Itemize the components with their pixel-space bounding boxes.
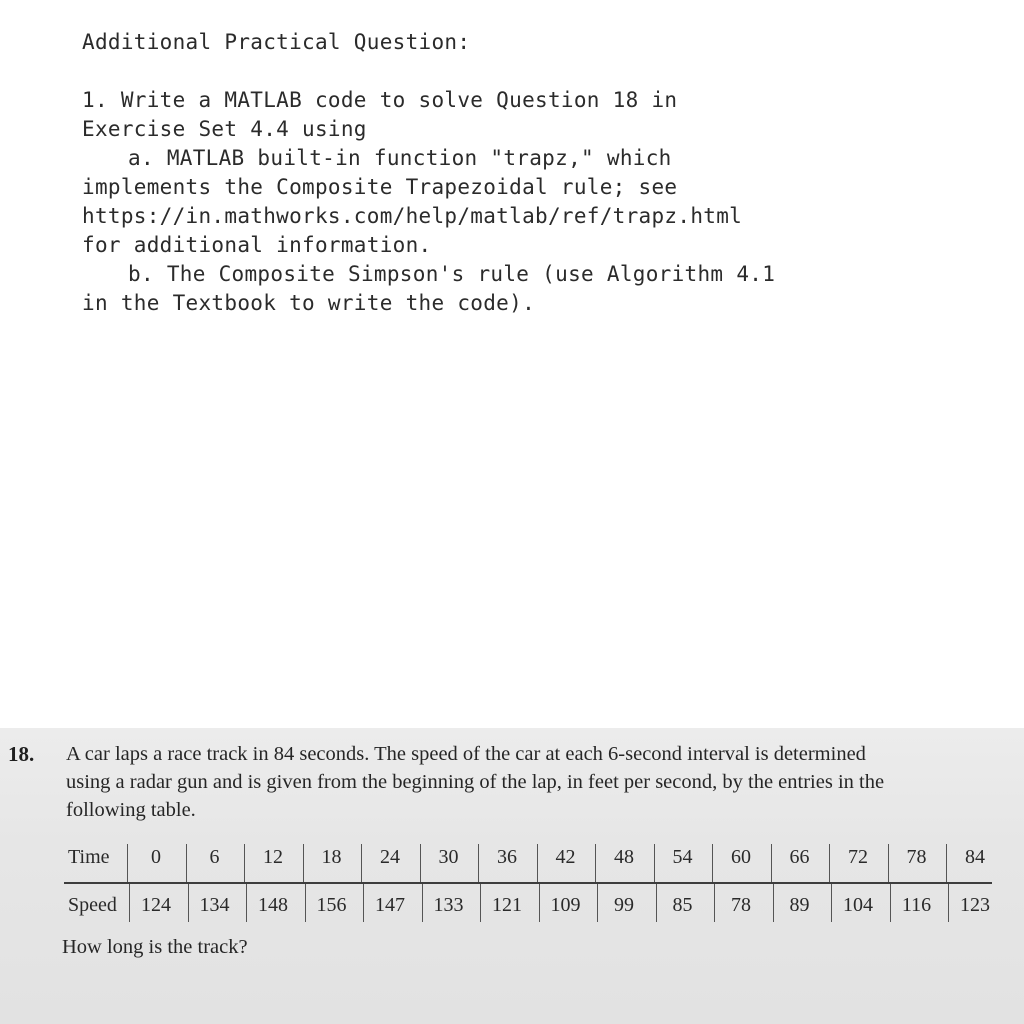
typed-heading: Additional Practical Question:: [82, 30, 471, 54]
table-column-separator: [595, 844, 596, 882]
question-text-line: A car laps a race track in 84 seconds. The speed of the car at each 6-second interval is determined: [66, 743, 866, 765]
time-cell: 66: [789, 846, 810, 868]
table-column-separator: [539, 884, 540, 922]
typed-line: implements the Composite Trapezoidal rule; see: [82, 175, 678, 199]
time-cell: 24: [380, 846, 400, 868]
typed-line: for additional information.: [82, 233, 432, 257]
table-column-separator: [773, 884, 774, 922]
question-text-line: using a radar gun and is given from the beginning of the lap, in feet per second, by the entries in the: [66, 771, 885, 793]
table-column-separator: [420, 844, 421, 882]
speed-cell: 99: [614, 894, 634, 916]
table-column-separator: [712, 844, 713, 882]
table-column-separator: [888, 844, 889, 882]
question-text-line: following table.: [66, 799, 196, 821]
time-cell: 12: [263, 846, 283, 868]
typed-url: https://in.mathworks.com/help/matlab/ref/trapz.html: [82, 204, 743, 228]
time-cell: 6: [209, 846, 220, 868]
table-column-separator: [129, 884, 130, 922]
table-column-separator: [537, 844, 538, 882]
table-column-separator: [363, 884, 364, 922]
time-cell: 78: [906, 846, 927, 868]
speed-cell: 147: [375, 894, 405, 916]
table-column-separator: [656, 884, 657, 922]
typed-question-block: [82, 28, 982, 318]
speed-cell: 123: [960, 894, 990, 916]
table-column-separator: [303, 844, 304, 882]
table-column-separator: [831, 884, 832, 922]
speed-cell: 156: [316, 894, 347, 916]
time-row: [62, 838, 992, 878]
speed-cell: 109: [550, 894, 581, 916]
table-column-separator: [244, 844, 245, 882]
table-column-separator: [305, 884, 306, 922]
typed-line: 1. Write a MATLAB code to solve Question 18 in: [82, 88, 678, 112]
typed-line: Exercise Set 4.4 using: [82, 117, 367, 141]
table-column-separator: [186, 844, 187, 882]
table-column-separator: [946, 844, 947, 882]
time-cell: 84: [965, 846, 985, 868]
time-cell: 30: [438, 846, 459, 868]
table-column-separator: [246, 884, 247, 922]
speed-cell: 124: [141, 894, 171, 916]
question-text: [66, 740, 986, 824]
table-column-separator: [829, 844, 830, 882]
speed-row: [62, 886, 992, 926]
table-column-separator: [654, 844, 655, 882]
time-speed-table: [62, 838, 992, 926]
speed-cell: 104: [843, 894, 873, 916]
time-row-label: Time: [68, 846, 110, 868]
speed-cell: 148: [258, 894, 288, 916]
table-column-separator: [771, 844, 772, 882]
table-column-separator: [480, 884, 481, 922]
speed-cell: 133: [433, 894, 464, 916]
time-cell: 54: [672, 846, 693, 868]
time-cell: 0: [151, 846, 161, 868]
table-column-separator: [948, 884, 949, 922]
table-column-separator: [478, 844, 479, 882]
time-cell: 60: [731, 846, 751, 868]
table-column-separator: [597, 884, 598, 922]
speed-cell: 121: [492, 894, 522, 916]
time-cell: 42: [555, 846, 576, 868]
speed-row-label: Speed: [68, 894, 117, 916]
table-column-separator: [361, 844, 362, 882]
table-divider: [64, 882, 992, 884]
table-column-separator: [890, 884, 891, 922]
speed-cell: 89: [789, 894, 810, 916]
table-column-separator: [422, 884, 423, 922]
speed-cell: 116: [901, 894, 932, 916]
time-cell: 18: [321, 846, 342, 868]
time-cell: 48: [614, 846, 634, 868]
time-cell: 72: [848, 846, 868, 868]
speed-cell: 78: [731, 894, 751, 916]
speed-cell: 85: [672, 894, 693, 916]
speed-cell: 134: [199, 894, 230, 916]
table-column-separator: [127, 844, 128, 882]
table-column-separator: [188, 884, 189, 922]
time-cell: 36: [497, 846, 517, 868]
table-column-separator: [714, 884, 715, 922]
question-number: 18.: [8, 742, 35, 766]
track-question: How long is the track?: [62, 936, 248, 958]
textbook-photo: [0, 728, 1024, 1024]
typed-line-part-b: b. The Composite Simpson's rule (use Algorithm 4.1: [128, 262, 776, 286]
typed-line: in the Textbook to write the code).: [82, 291, 536, 315]
typed-line-part-a: a. MATLAB built-in function "trapz," which: [128, 146, 672, 170]
